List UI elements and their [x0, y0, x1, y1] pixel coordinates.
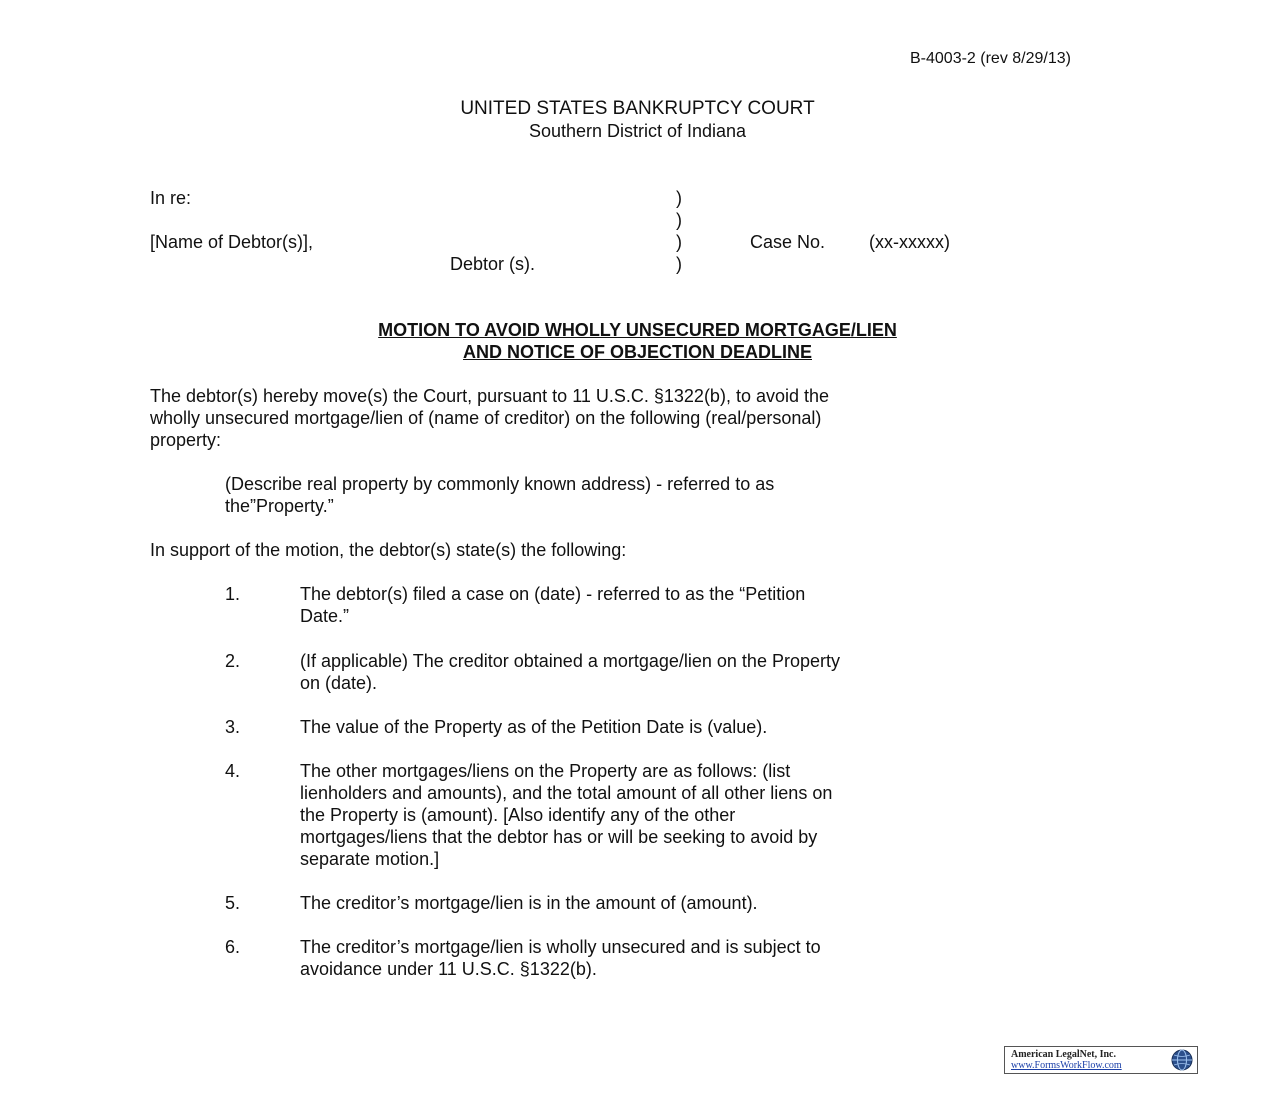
caption-paren: ) [676, 188, 682, 208]
list-item-line: the Property is (amount). [Also identify any of the other [300, 805, 736, 825]
list-item-line: (If applicable) The creditor obtained a mortgage/lien on the Property [300, 651, 840, 671]
intro-line: The debtor(s) hereby move(s) the Court, pursuant to 11 U.S.C. §1322(b), to avoid the [150, 386, 830, 406]
list-item-line: The debtor(s) filed a case on (date) - referred to as the “Petition [300, 584, 806, 604]
list-item-line: lienholders and amounts), and the total amount of all other liens on [300, 783, 833, 803]
list-item-line: Date.” [300, 606, 350, 626]
list-item-line: The creditor’s mortgage/lien is wholly unsecured and is subject to [300, 937, 821, 957]
list-item-line: The creditor’s mortgage/lien is in the amount of (amount). [300, 893, 758, 913]
support-statement: In support of the motion, the debtor(s) state(s) the following: [150, 540, 627, 560]
property-line: the”Property.” [225, 496, 334, 516]
title-line-1: MOTION TO AVOID WHOLLY UNSECURED MORTGAGE/LIEN [378, 320, 897, 340]
list-item-line: separate motion.] [300, 849, 440, 869]
case-no-value: (xx-xxxxx) [869, 232, 950, 252]
title-line-2: AND NOTICE OF OBJECTION DEADLINE [462, 342, 812, 362]
caption-paren: ) [676, 254, 682, 274]
list-item-line: avoidance under 11 U.S.C. §1322(b). [300, 959, 597, 979]
in-re-label: In re: [150, 188, 192, 208]
list-item-line: on (date). [300, 673, 378, 693]
form-id: B-4003-2 (rev 8/29/13) [910, 50, 1071, 67]
debtor-role: Debtor (s). [450, 254, 536, 274]
case-no-label: Case No. [750, 232, 826, 252]
list-item-number: 5. [225, 893, 241, 913]
badge-link[interactable]: www.FormsWorkFlow.com [1011, 1060, 1122, 1071]
debtor-name: [Name of Debtor(s)], [150, 232, 314, 252]
court-district: Southern District of Indiana [528, 121, 747, 141]
legalnet-badge[interactable] [1004, 1046, 1198, 1074]
court-name: UNITED STATES BANKRUPTCY COURT [460, 98, 815, 119]
badge-company-name: American LegalNet, Inc. [1011, 1049, 1116, 1060]
caption-paren: ) [676, 232, 682, 252]
intro-line: property: [150, 430, 222, 450]
list-item-number: 2. [225, 651, 241, 671]
list-item-number: 4. [225, 761, 241, 781]
intro-line: wholly unsecured mortgage/lien of (name of creditor) on the following (real/personal) [150, 408, 822, 428]
list-item-line: The other mortgages/liens on the Property are as follows: (list [300, 761, 791, 781]
list-item-number: 6. [225, 937, 241, 957]
globe-icon [1171, 1049, 1193, 1071]
property-line: (Describe real property by commonly known address) - referred to as [225, 474, 775, 494]
list-item-number: 1. [225, 584, 241, 604]
list-item-line: The value of the Property as of the Petition Date is (value). [300, 717, 768, 737]
list-item-number: 3. [225, 717, 241, 737]
list-item-line: mortgages/liens that the debtor has or will be seeking to avoid by [300, 827, 818, 847]
caption-paren: ) [676, 210, 682, 230]
